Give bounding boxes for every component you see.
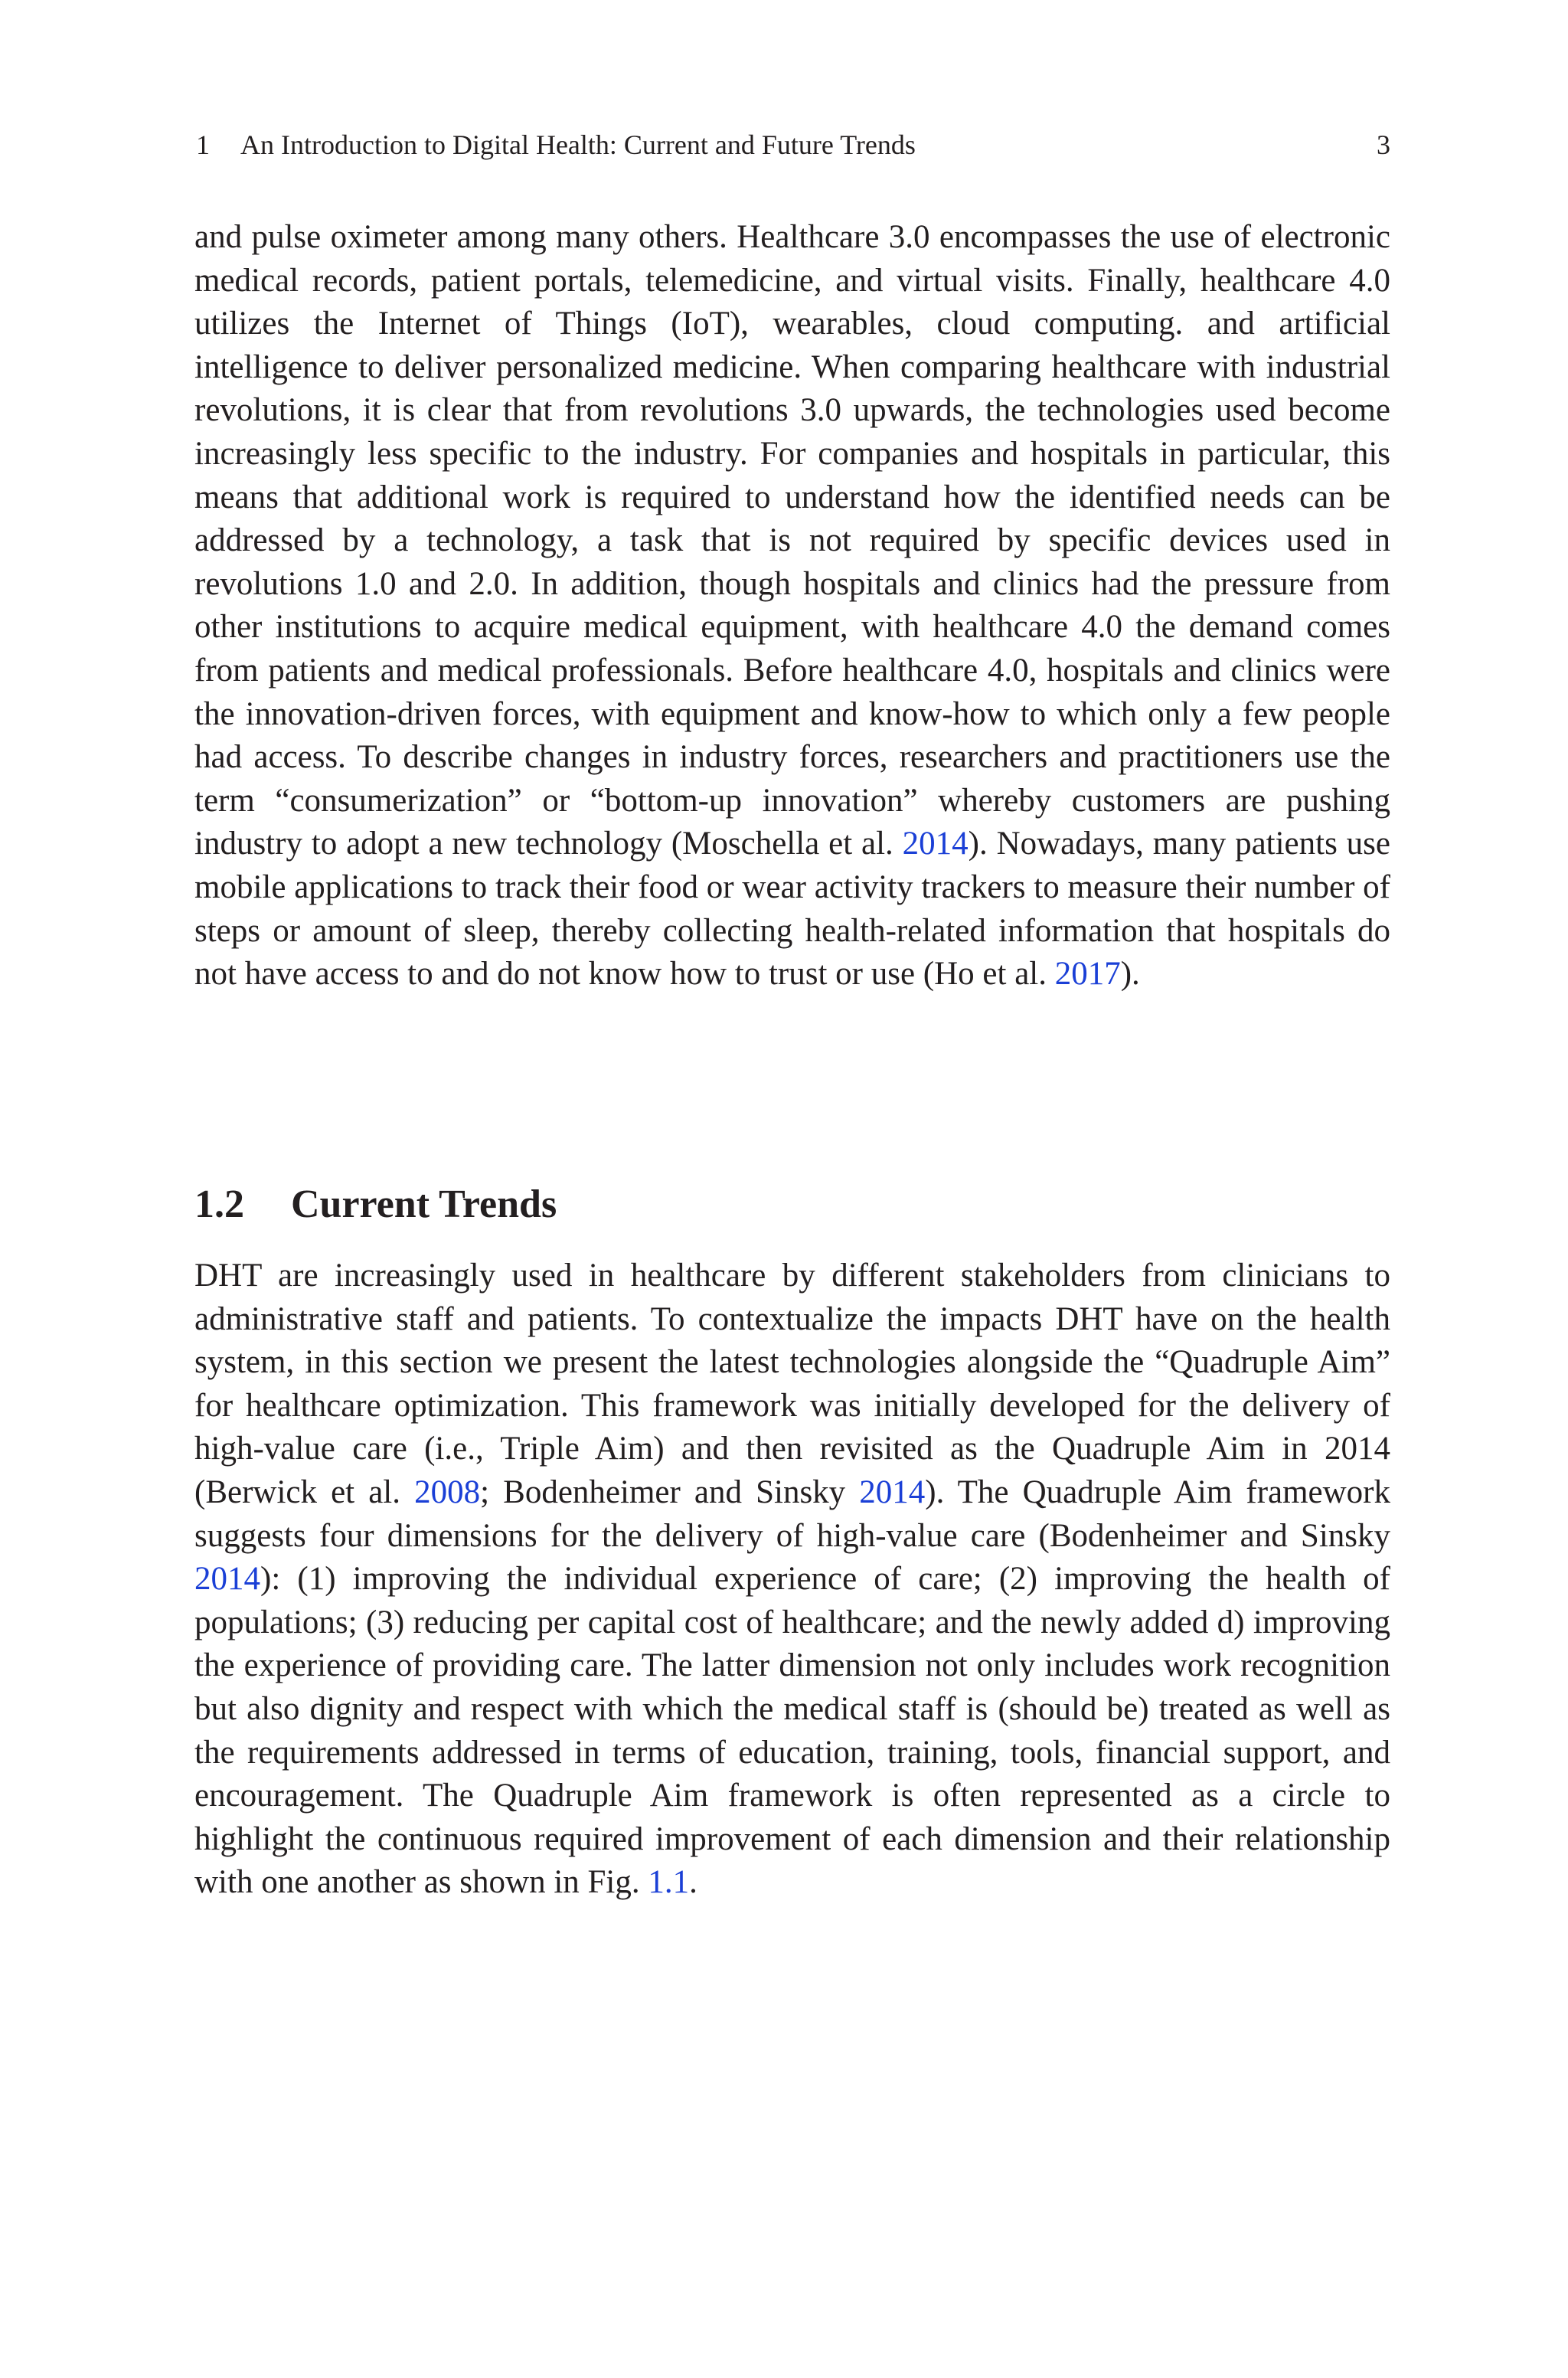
- citation-link-bodenheimer-2014[interactable]: 2014: [859, 1474, 926, 1510]
- chapter-number: 1: [196, 129, 210, 160]
- citation-link-bodenheimer-2014-b[interactable]: 2014: [194, 1561, 260, 1598]
- section-heading: [194, 1180, 1390, 1229]
- paragraph-text: ): (1) improving the individual experience of care; (2) improving the health of populations; (3) reducing per capital cost of healthcare; and the newly added d) improving the experience of providing care. The latter dimension not only includes work recognition but also dignity and respect with which the medical staff is (should be) treated as well as the requirements addressed in terms of education, training, tools, financial support, and encouragement. The Quadruple Aim framework is often represented as a circle to highlight the continuous required improvement of each dimension and their relationship with one another as shown in Fig.: [194, 1561, 1390, 1901]
- paragraph-text: ). Nowadays, many patients use mobile applications to track their food or wear activity trackers to measure their number of steps or amount of sleep, thereby collecting health-related information that hospitals do not have access to and do not know how to trust or use (Ho et al.: [194, 826, 1390, 993]
- paragraph-text: ; Bodenheimer and Sinsky: [480, 1474, 860, 1510]
- section-title: Current Trends: [291, 1182, 557, 1227]
- page-number: 3: [1377, 129, 1390, 160]
- figure-link-1-1[interactable]: 1.1: [648, 1864, 690, 1901]
- paragraph-text: .: [689, 1864, 697, 1901]
- citation-link-ho-2017[interactable]: 2017: [1054, 956, 1121, 993]
- body-paragraph-2: [194, 1254, 1390, 1905]
- paragraph-text: ). The Quadruple Aim framework suggests four dimensions for the delivery of high-value care (Bodenheimer and Sinsky: [194, 1474, 1391, 1554]
- paragraph-text: ).: [1120, 956, 1140, 993]
- citation-link-moschella-2014[interactable]: 2014: [902, 826, 969, 862]
- citation-link-berwick-2008[interactable]: 2008: [414, 1474, 481, 1510]
- running-head: [194, 126, 1390, 164]
- body-paragraph-1: [194, 216, 1390, 996]
- paragraph-text: and pulse oximeter among many others. Healthcare 3.0 encompasses the use of electronic medical records, patient portals, telemedicine, and virtual visits. Finally, healthcare 4.0 utilizes the Internet of Things (IoT), wearables, cloud computing. and artificial intelligence to deliver personalized medicine. When comparing healthcare with industrial revolutions, it is clear that from revolutions 3.0 upwards, the technologies used become increasingly less specific to the industry. For companies and hospitals in particular, this means that additional work is required to understand how the identified needs can be addressed by a technology, a task that is not required by specific devices used in revolutions 1.0 and 2.0. In addition, though hospitals and clinics had the pressure from other institutions to acquire medical equipment, with healthcare 4.0 the demand comes from patients and medical professionals. Before healthcare 4.0, hospitals and clinics were the innovation-driven forces, with equipment and know-how to which only a few people had access. To describe changes in industry forces, researchers and practitioners use the term “consumerization” or “bottom-up innovation” whereby customers are pushing industry to adopt a new technology (Moschella et al.: [194, 219, 1390, 862]
- chapter-title: An Introduction to Digital Health: Current and Future Trends: [240, 129, 916, 160]
- section-number: 1.2: [194, 1182, 244, 1227]
- paragraph-text: DHT are increasingly used in healthcare by different stakeholders from clinicians to administrative staff and patients. To contextualize the impacts DHT have on the health system, in this section we present the latest technologies alongside the “Quadruple Aim” for healthcare optimization. This framework was initially developed for the delivery of high-value care (i.e., Triple Aim) and then revisited as the Quadruple Aim in 2014 (Berwick et al.: [194, 1258, 1390, 1510]
